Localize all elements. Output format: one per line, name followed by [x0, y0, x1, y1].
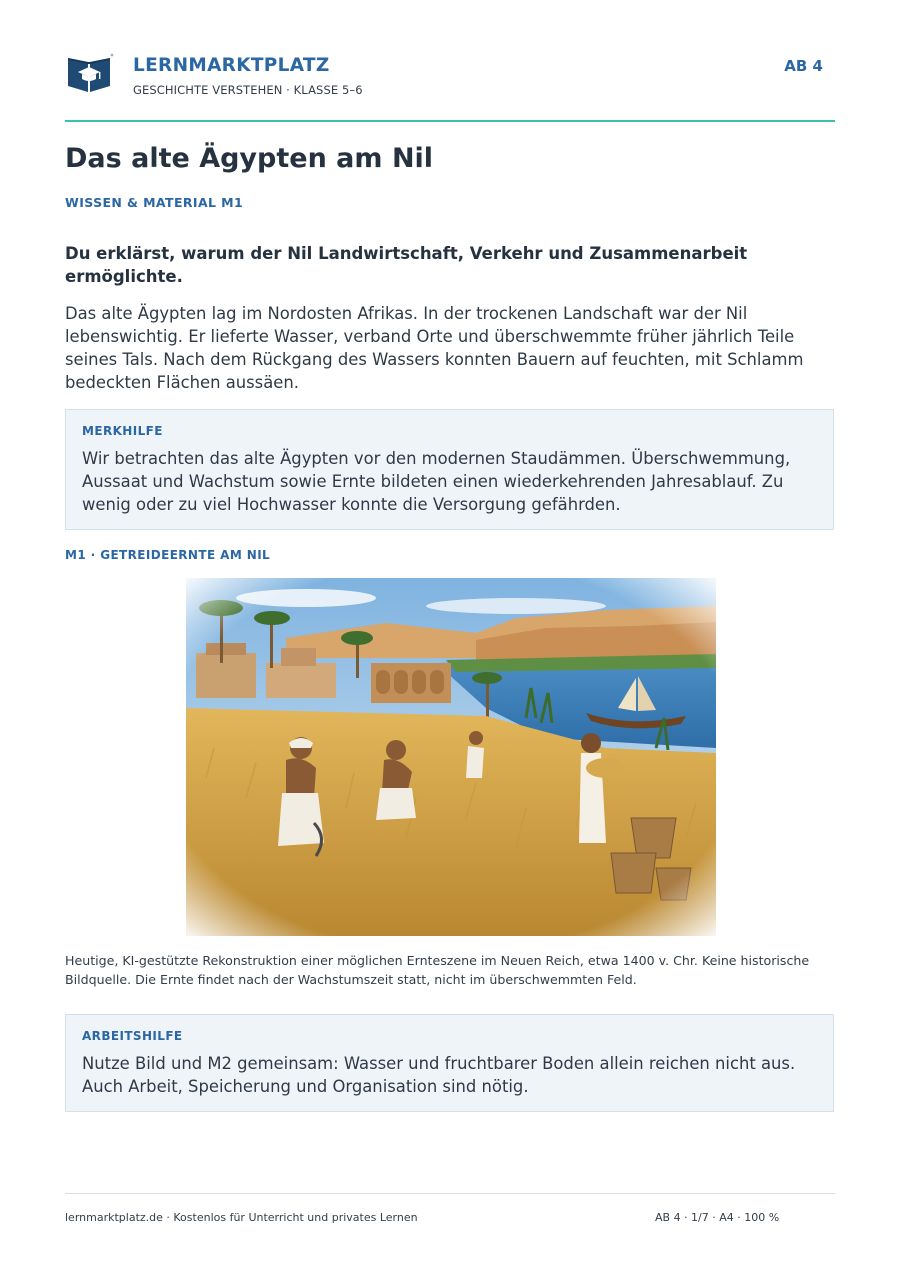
footer-page-info: AB 4 · 1/7 · A4 · 100 % [655, 1211, 780, 1224]
footer-divider [65, 1193, 835, 1194]
figure-caption: Heutige, KI-gestützte Rekonstruktion einer möglichen Ernteszene im Neuen Reich, etwa 1400 v. Chr. Keine historische Bildquelle. Die Ernte findet nach der Wachstumszeit statt, nicht im überschwemmten Feld. [65, 953, 810, 987]
footer-source: lernmarktplatz.de · Kostenlos für Unterricht und privates Lernen [65, 1211, 418, 1224]
header-divider [65, 120, 835, 122]
brand-subtitle: GESCHICHTE VERSTEHEN · KLASSE 5–6 [133, 83, 363, 97]
harvest-illustration [186, 578, 716, 936]
merkhilfe-label: MERKHILFE [82, 424, 163, 438]
sheet-id: AB 4 [784, 57, 823, 75]
graduation-cap-book-icon [66, 52, 114, 94]
intro-text: Das alte Ägypten lag im Nordosten Afrikas. In der trockenen Landschaft war der Nil lebenswichtig. Er lieferte Wasser, verband Orte und überschwemmte früher jährlich Teile seines Tals. Nach dem Rückgang des Wassers konnten Bauern auf feuchten, mit Schlamm bedeckten Flächen aussäen. [65, 304, 804, 392]
merkhilfe-text: Wir betrachten das alte Ägypten vor den modernen Staudämmen. Überschwemmung, Aussaat und Wachstum sowie Ernte bildeten einen wiederkehrenden Jahresablauf. Zu wenig oder zu viel Hochwasser konnte die Versorgung gefährden. [82, 449, 791, 514]
material-label: M1 · GETREIDEERNTE AM NIL [65, 548, 271, 562]
arbeitshilfe-box [65, 1014, 834, 1112]
learning-goal: Du erklärst, warum der Nil Landwirtschaft, Verkehr und Zusammenarbeit ermöglichte. [65, 244, 748, 286]
arbeitshilfe-label: ARBEITSHILFE [82, 1029, 183, 1043]
brand-name: LERNMARKTPLATZ [133, 55, 330, 76]
arbeitshilfe-text: Nutze Bild und M2 gemeinsam: Wasser und fruchtbarer Boden allein reichen nicht aus. Auch Arbeit, Speicherung und Organisation sind nötig. [82, 1054, 796, 1096]
section-kicker: WISSEN & MATERIAL M1 [65, 195, 244, 210]
page-title: Das alte Ägypten am Nil [65, 143, 434, 174]
merkhilfe-box [65, 409, 834, 530]
